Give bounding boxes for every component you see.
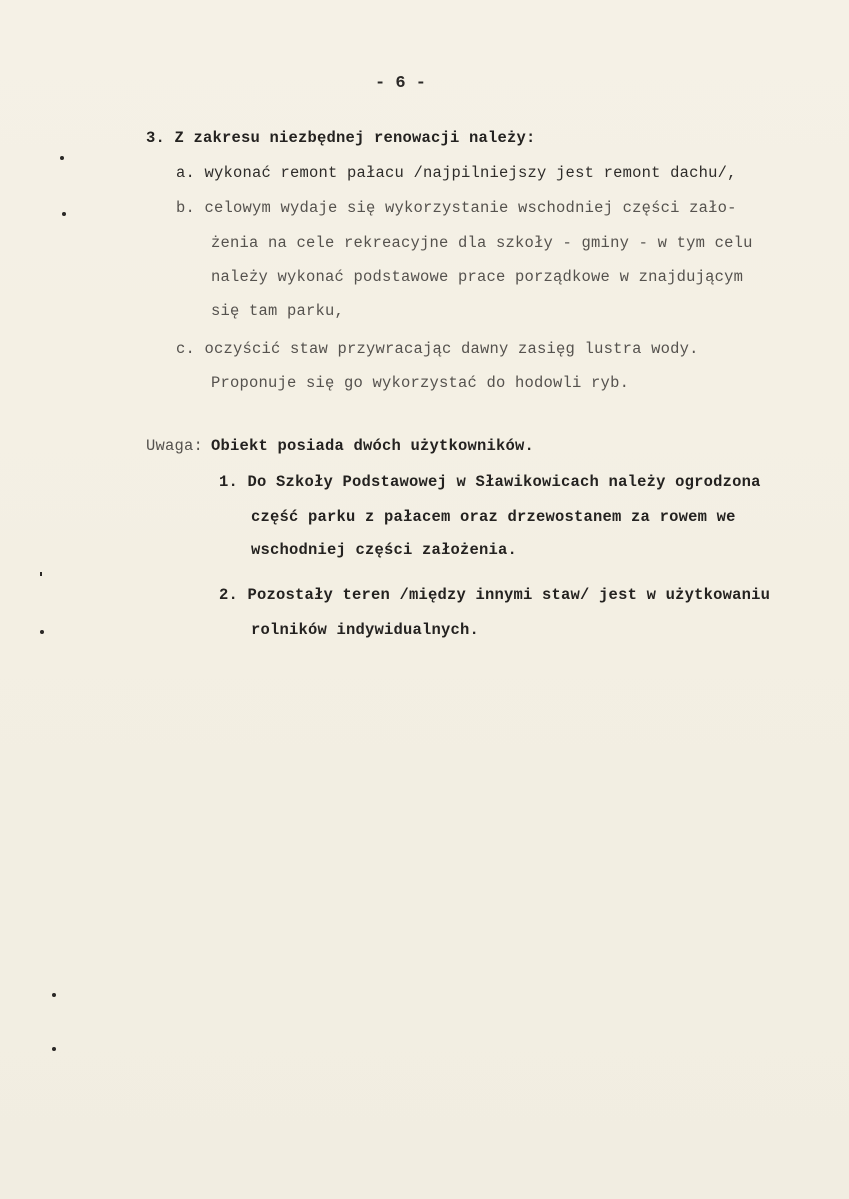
- note-item-1-line-1: 1. Do Szkoły Podstawowej w Sławikowicach należy ogrodzona: [219, 473, 761, 491]
- note-item-1-line-3: wschodniej części założenia.: [251, 541, 518, 559]
- note-item-1-line-2: część parku z pałacem oraz drzewostanem za rowem we: [251, 508, 736, 526]
- margin-tick-mark: [40, 572, 42, 576]
- section-3-item-c-line-2: Proponuje się go wykorzystać do hodowli ryb.: [211, 374, 630, 392]
- section-3-item-b-line-1: b. celowym wydaje się wykorzystanie wschodniej części zało-: [176, 199, 737, 217]
- section-3-item-b-line-4: się tam parku,: [211, 302, 345, 320]
- binding-hole-mark: [52, 1047, 56, 1051]
- note-label: Uwaga:: [146, 437, 204, 455]
- note-item-2-line-1: 2. Pozostały teren /między innymi staw/ jest w użytkowaniu: [219, 586, 771, 604]
- note-item-2-line-2: rolników indywidualnych.: [251, 621, 480, 639]
- binding-hole-mark: [60, 156, 64, 160]
- section-3-item-b-line-3: należy wykonać podstawowe prace porządkowe w znajdującym: [211, 268, 744, 286]
- binding-hole-mark: [40, 630, 44, 634]
- section-3-item-c-line-1: c. oczyścić staw przywracając dawny zasięg lustra wody.: [176, 340, 699, 358]
- note-heading: Obiekt posiada dwóch użytkowników.: [211, 437, 535, 455]
- section-3-item-a: a. wykonać remont pałacu /najpilniejszy jest remont dachu/,: [176, 164, 737, 182]
- binding-hole-mark: [62, 212, 66, 216]
- page-number: - 6 -: [375, 74, 427, 93]
- section-3-item-b-line-2: żenia na cele rekreacyjne dla szkoły - gminy - w tym celu: [211, 234, 753, 252]
- binding-hole-mark: [52, 993, 56, 997]
- section-3-heading: 3. Z zakresu niezbędnej renowacji należy:: [146, 129, 536, 147]
